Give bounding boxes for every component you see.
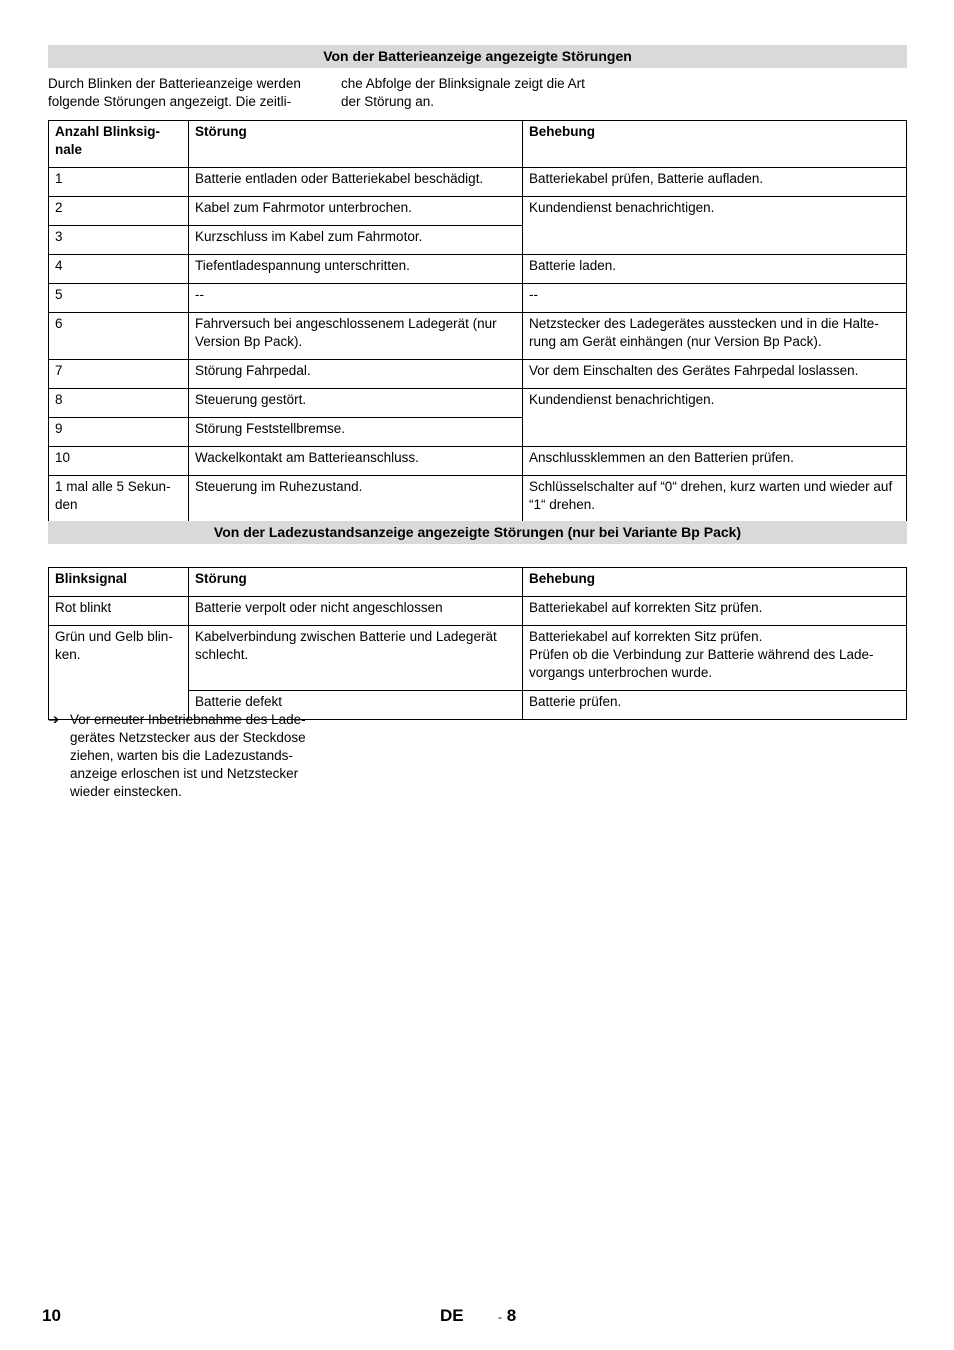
header-remedy: Behebung xyxy=(523,121,907,168)
cell-remedy: Batterie laden. xyxy=(523,255,907,284)
cell-remedy: Kundendienst benachrichtigen. xyxy=(523,197,907,255)
cell-fault: Batterie defekt xyxy=(189,691,523,720)
header-remedy: Behebung xyxy=(523,568,907,597)
sub-page-value: 8 xyxy=(506,1306,517,1325)
cell-count: 2 xyxy=(49,197,189,226)
cell-count: 6 xyxy=(49,313,189,360)
table-row xyxy=(49,389,907,418)
cell-fault: Störung Feststellbremse. xyxy=(189,418,523,447)
language-code: DE xyxy=(440,1306,464,1325)
cell-remedy: Vor dem Einschalten des Gerätes Fahrpedal loslassen. xyxy=(523,360,907,389)
header-fault: Störung xyxy=(189,121,523,168)
cell-fault: Kabel zum Fahrmotor unterbrochen. xyxy=(189,197,523,226)
section-title-battery-display: Von der Batterieanzeige angezeigte Störungen xyxy=(48,45,907,68)
cell-fault: Kurzschluss im Kabel zum Fahrmotor. xyxy=(189,226,523,255)
remedy-line: Batteriekabel auf korrekten Sitz prüfen. xyxy=(529,629,763,644)
cell-fault: Kabelverbindung zwischen Batterie und Ladegerät schlecht. xyxy=(189,626,523,691)
cell-count: 1 mal alle 5 Sekun-den xyxy=(49,476,189,523)
cell-remedy: Anschlussklemmen an den Batterien prüfen. xyxy=(523,447,907,476)
intro-right-line-1: che Abfolge der Blinksignale zeigt die Art xyxy=(341,76,585,91)
arrow-right-icon: ➔ xyxy=(48,712,60,727)
table-row xyxy=(49,447,907,476)
note-block xyxy=(48,711,338,801)
cell-count: 10 xyxy=(49,447,189,476)
table-row xyxy=(49,168,907,197)
cell-remedy xyxy=(523,626,907,691)
table-header-row xyxy=(49,121,907,168)
cell-remedy: -- xyxy=(523,284,907,313)
cell-fault: Störung Fahrpedal. xyxy=(189,360,523,389)
table-row xyxy=(49,360,907,389)
sub-page-dash: - xyxy=(498,1310,502,1324)
intro-left-line-1: Durch Blinken der Batterieanzeige werden xyxy=(48,76,301,91)
header-blink-signal: Blinksignal xyxy=(49,568,189,597)
cell-count: 1 xyxy=(49,168,189,197)
cell-count: 9 xyxy=(49,418,189,447)
cell-fault: Steuerung im Ruhezustand. xyxy=(189,476,523,523)
cell-fault: Batterie entladen oder Batteriekabel beschädigt. xyxy=(189,168,523,197)
intro-left-line-2: folgende Störungen angezeigt. Die zeitli- xyxy=(48,94,292,109)
cell-fault: Wackelkontakt am Batterieanschluss. xyxy=(189,447,523,476)
section-title-charge-display: Von der Ladezustandsanzeige angezeigte Störungen (nur bei Variante Bp Pack) xyxy=(48,521,907,544)
sub-page-number xyxy=(498,1307,516,1326)
cell-count: 8 xyxy=(49,389,189,418)
battery-fault-table xyxy=(48,120,907,523)
intro-left-column xyxy=(48,75,323,111)
header-blink-count: Anzahl Blinksig- nale xyxy=(49,121,189,168)
cell-remedy: Schlüsselschalter auf “0“ drehen, kurz warten und wieder auf “1“ drehen. xyxy=(523,476,907,523)
cell-signal: Grün und Gelb blin-ken. xyxy=(49,626,189,720)
charge-fault-table xyxy=(48,567,907,720)
table-row xyxy=(49,313,907,360)
cell-fault: Tiefentladespannung unterschritten. xyxy=(189,255,523,284)
table-row xyxy=(49,255,907,284)
table-row xyxy=(49,197,907,226)
cell-remedy: Batterie prüfen. xyxy=(523,691,907,720)
cell-remedy: Netzstecker des Ladegerätes ausstecken und in die Halte-rung am Gerät einhängen (nur Version Bp Pack). xyxy=(523,313,907,360)
table-row xyxy=(49,597,907,626)
cell-remedy: Batteriekabel auf korrekten Sitz prüfen. xyxy=(523,597,907,626)
cell-fault: Batterie verpolt oder nicht angeschlossen xyxy=(189,597,523,626)
cell-count: 5 xyxy=(49,284,189,313)
header-fault: Störung xyxy=(189,568,523,597)
cell-remedy: Batteriekabel prüfen, Batterie aufladen. xyxy=(523,168,907,197)
intro-right-column xyxy=(341,75,616,111)
cell-count: 3 xyxy=(49,226,189,255)
note-text: Vor erneuter Inbetriebnahme des Lade-gerätes Netzstecker aus der Steckdose ziehen, warten bis die Ladezustands-anzeige erloschen ist und Netzstecker wieder einstecken. xyxy=(70,712,306,799)
page-number: 10 xyxy=(42,1306,61,1325)
cell-remedy: Kundendienst benachrichtigen. xyxy=(523,389,907,447)
intro-right-line-2: der Störung an. xyxy=(341,94,435,109)
table-row xyxy=(49,476,907,523)
table-header-row xyxy=(49,568,907,597)
remedy-line: Prüfen ob die Verbindung zur Batterie während des Lade-vorgangs unterbrochen wurde. xyxy=(529,647,874,680)
cell-fault: Steuerung gestört. xyxy=(189,389,523,418)
cell-signal: Rot blinkt xyxy=(49,597,189,626)
cell-fault: -- xyxy=(189,284,523,313)
cell-fault: Fahrversuch bei angeschlossenem Ladegerät (nur Version Bp Pack). xyxy=(189,313,523,360)
table-row xyxy=(49,284,907,313)
table-row xyxy=(49,626,907,691)
cell-count: 7 xyxy=(49,360,189,389)
cell-count: 4 xyxy=(49,255,189,284)
